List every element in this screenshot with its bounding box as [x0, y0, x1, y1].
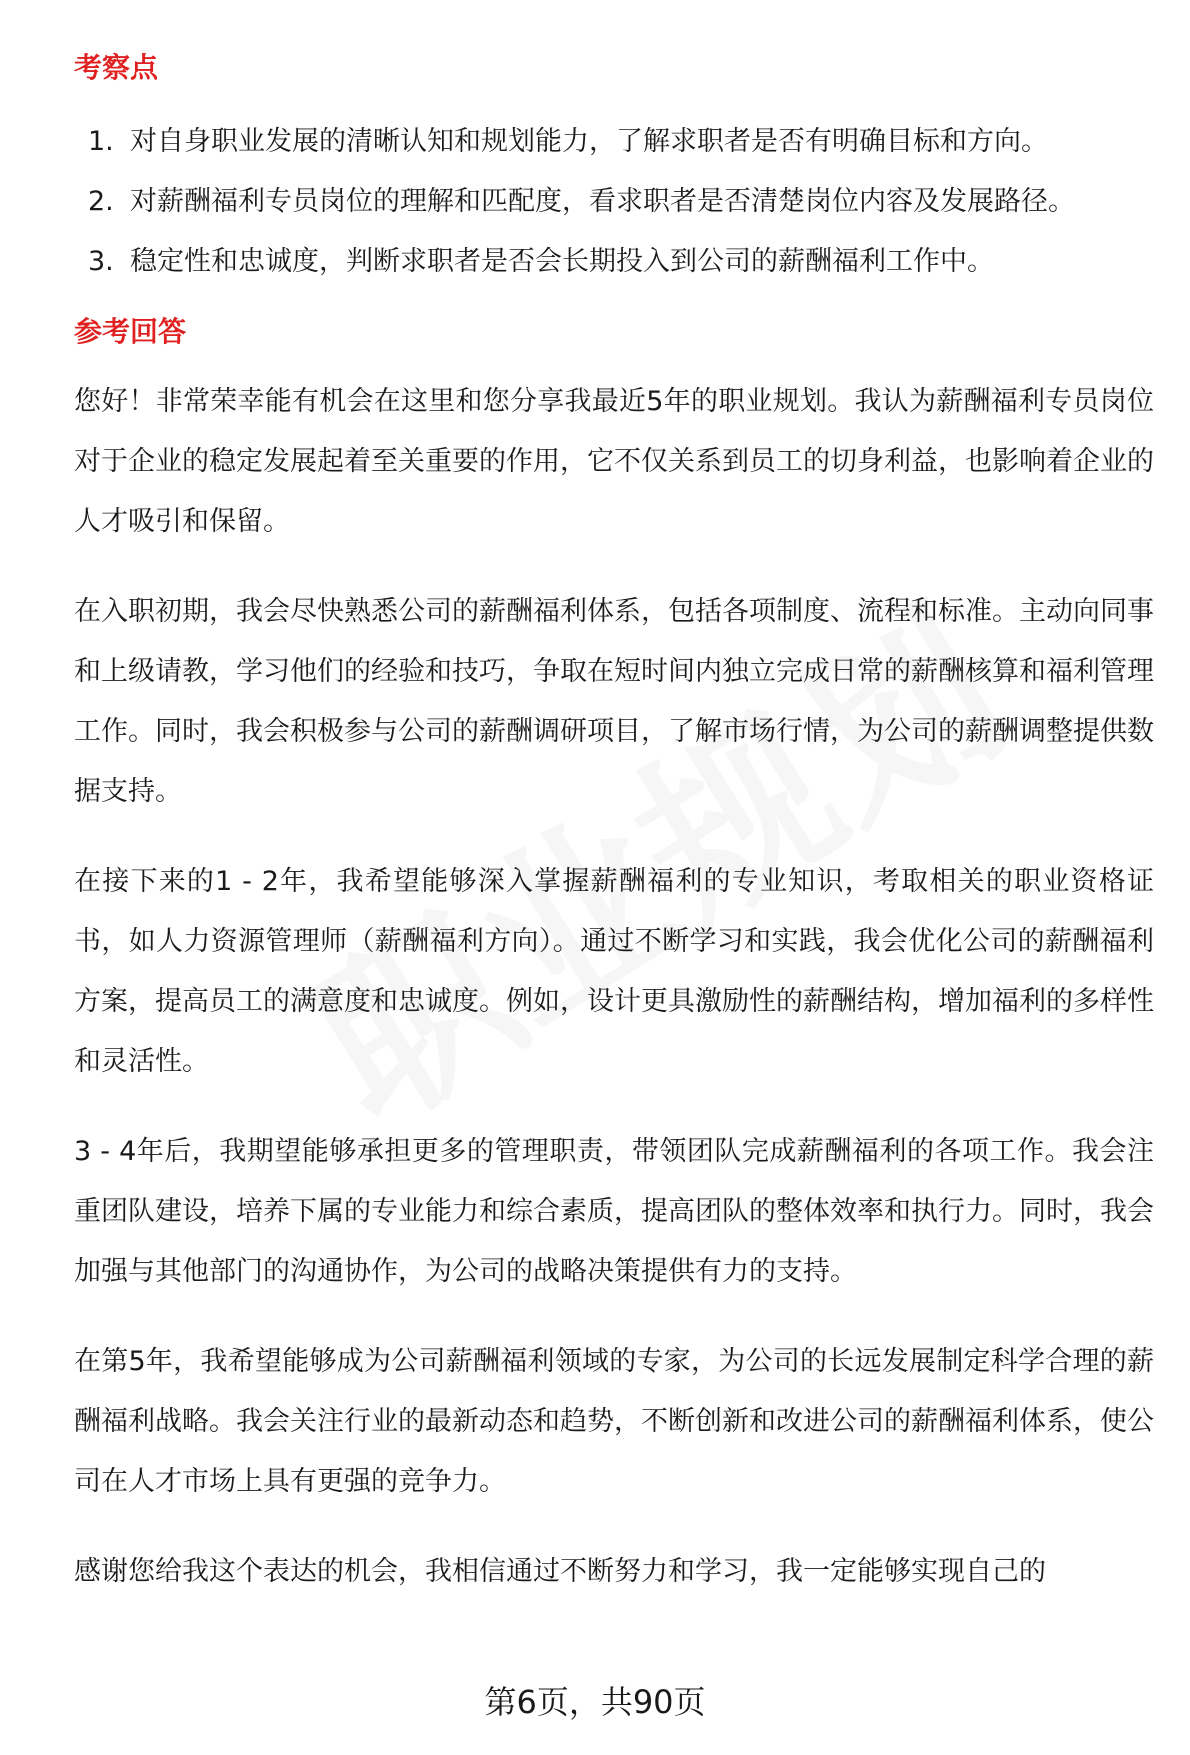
page-number: 第6页，共90页 — [484, 1683, 706, 1721]
answer-paragraph: 在接下来的1 - 2年，我希望能够深入掌握薪酬福利的专业知识，考取相关的职业资格证书，如人力资源管理师（薪酬福利方向）。通过不断学习和实践，我会优化公司的薪酬福利方案，提高员工的满意度和忠诚度。例如，设计更具激励性的薪酬结构，增加福利的多样性和灵活性。 — [74, 866, 1154, 1077]
list-item-number: 1. — [88, 126, 114, 157]
list-item-text: 对薪酬福利专员岗位的理解和匹配度，看求职者是否清楚岗位内容及发展路径。 — [130, 186, 1075, 217]
list-item — [74, 172, 1154, 232]
answer-paragraph: 在第5年，我希望能够成为公司薪酬福利领域的专家，为公司的长远发展制定科学合理的薪酬福利战略。我会关注行业的最新动态和趋势，不断创新和改进公司的薪酬福利体系，使公司在人才市场上具有更强的竞争力。 — [74, 1346, 1154, 1497]
list-item-number: 3. — [88, 246, 114, 277]
document-page — [74, 48, 1154, 1632]
answer-paragraph: 感谢您给我这个表达的机会，我相信通过不断努力和学习，我一定能够实现自己的 — [74, 1556, 1046, 1587]
list-item-text: 稳定性和忠诚度，判断求职者是否会长期投入到公司的薪酬福利工作中。 — [130, 246, 994, 277]
points-section-title: 考察点 — [74, 51, 159, 84]
answer-paragraph: 3 - 4年后，我期望能够承担更多的管理职责，带领团队完成薪酬福利的各项工作。我会注重团队建设，培养下属的专业能力和综合素质，提高团队的整体效率和执行力。同时，我会加强与其他部门的沟通协作，为公司的战略决策提供有力的支持。 — [74, 1136, 1154, 1287]
list-item — [74, 232, 1154, 292]
answer-section-title: 参考回答 — [74, 315, 187, 348]
answer-paragraph: 在入职初期，我会尽快熟悉公司的薪酬福利体系，包括各项制度、流程和标准。主动向同事和上级请教，学习他们的经验和技巧，争取在短时间内独立完成日常的薪酬核算和福利管理工作。同时，我会积极参与公司的薪酬调研项目，了解市场行情，为公司的薪酬调整提供数据支持。 — [74, 596, 1154, 807]
list-item-text: 对自身职业发展的清晰认知和规划能力，了解求职者是否有明确目标和方向。 — [130, 126, 1048, 157]
points-list — [74, 112, 1154, 292]
answer-paragraph: 您好！非常荣幸能有机会在这里和您分享我最近5年的职业规划。我认为薪酬福利专员岗位对于企业的稳定发展起着至关重要的作用，它不仅关系到员工的切身利益，也影响着企业的人才吸引和保留。 — [74, 386, 1154, 537]
list-item-number: 2. — [88, 186, 114, 217]
list-item — [74, 112, 1154, 172]
